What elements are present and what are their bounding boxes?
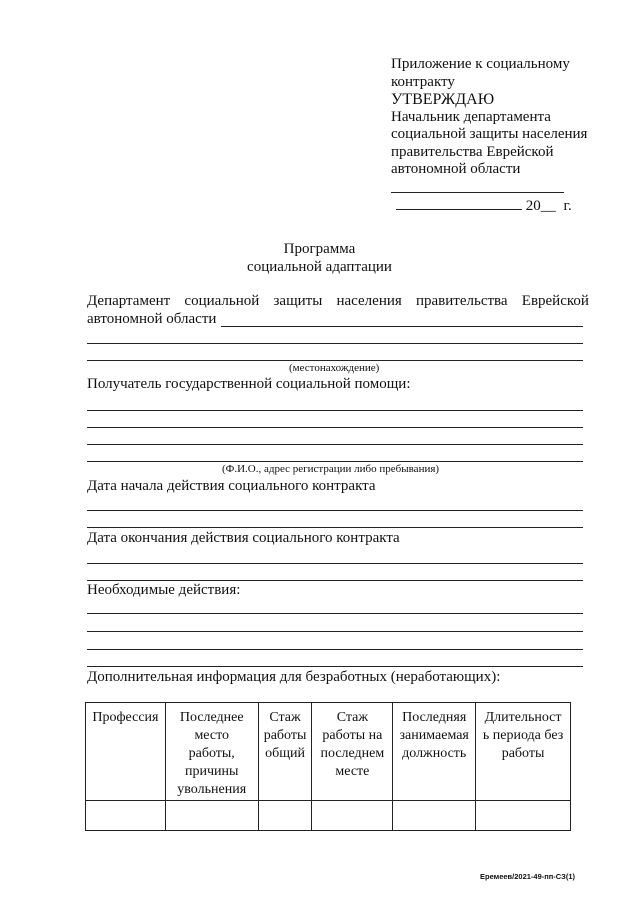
document-title [0, 240, 639, 276]
fill-line [87, 510, 583, 511]
additional-info-label: Дополнительная информация для безработных (неработающих): [87, 669, 501, 685]
department-word: населения [336, 293, 402, 309]
signature-line [391, 192, 564, 193]
header-last-position: Последняя занимаемая должность [393, 703, 476, 801]
recipient-label: Получатель государственной социальной помощи: [87, 376, 411, 392]
table-cell[interactable] [86, 801, 166, 831]
fill-line [87, 631, 583, 632]
header-last-experience: Стаж работы на последнем месте [312, 703, 393, 801]
fill-line [87, 649, 583, 650]
header-unemployment-duration: Длительност ь периода без работы [476, 703, 571, 801]
header-profession: Профессия [86, 703, 166, 801]
title-line-2: социальной адаптации [247, 259, 392, 275]
department-line [87, 293, 589, 310]
approval-block [391, 56, 621, 179]
approval-line: контракту [391, 73, 455, 90]
recipient-caption: (Ф.И.О., адрес регистрации либо пребывания) [222, 463, 440, 475]
table-row [86, 801, 571, 831]
approval-line: Начальник департамента [391, 108, 551, 125]
start-date-label: Дата начала действия социального контракта [87, 478, 376, 494]
table-cell[interactable] [312, 801, 393, 831]
department-word: защиты [273, 293, 323, 309]
date-suffix: г. [563, 198, 572, 214]
fill-line [221, 326, 583, 327]
fill-line [87, 666, 583, 667]
department-word: правительства [415, 293, 508, 309]
table-cell[interactable] [393, 801, 476, 831]
approval-line: автономной области [391, 161, 521, 177]
table-cell[interactable] [476, 801, 571, 831]
date-blank [396, 196, 522, 210]
table-cell[interactable] [165, 801, 258, 831]
approval-line: социальной защиты населения [391, 126, 588, 142]
approval-line: УТВЕРЖДАЮ [391, 91, 495, 108]
table-cell[interactable] [258, 801, 312, 831]
fill-line [87, 563, 583, 564]
department-word: социальной [184, 293, 260, 309]
approval-date [396, 196, 572, 215]
actions-label: Необходимые действия: [87, 582, 241, 598]
fill-line [87, 343, 583, 344]
fill-line [87, 410, 583, 411]
document-reference: Еремеев/2021-49-пп-СЗ(1) [479, 872, 575, 881]
fill-line [87, 580, 583, 581]
approval-line: правительства Еврейской [391, 143, 554, 160]
location-caption: (местонахождение) [289, 362, 380, 374]
fill-line [87, 527, 583, 528]
fill-line [87, 444, 583, 445]
approval-line: Приложение к социальному [391, 56, 570, 72]
department-word: Департамент [87, 293, 171, 309]
fill-line [87, 427, 583, 428]
title-line-1: Программа [283, 241, 356, 257]
header-last-job: Последнее место работы, причины увольнения [165, 703, 258, 801]
table-header-row [86, 703, 571, 801]
department-line-2: автономной области [87, 311, 217, 327]
department-word: Еврейской [521, 293, 589, 309]
date-year: 20__ [525, 198, 556, 214]
unemployment-table [85, 702, 571, 831]
fill-line [87, 461, 583, 462]
fill-line [87, 360, 583, 361]
fill-line [87, 613, 583, 614]
end-date-label: Дата окончания действия социального контракта [87, 530, 400, 546]
header-total-experience: Стаж работы общий [258, 703, 312, 801]
